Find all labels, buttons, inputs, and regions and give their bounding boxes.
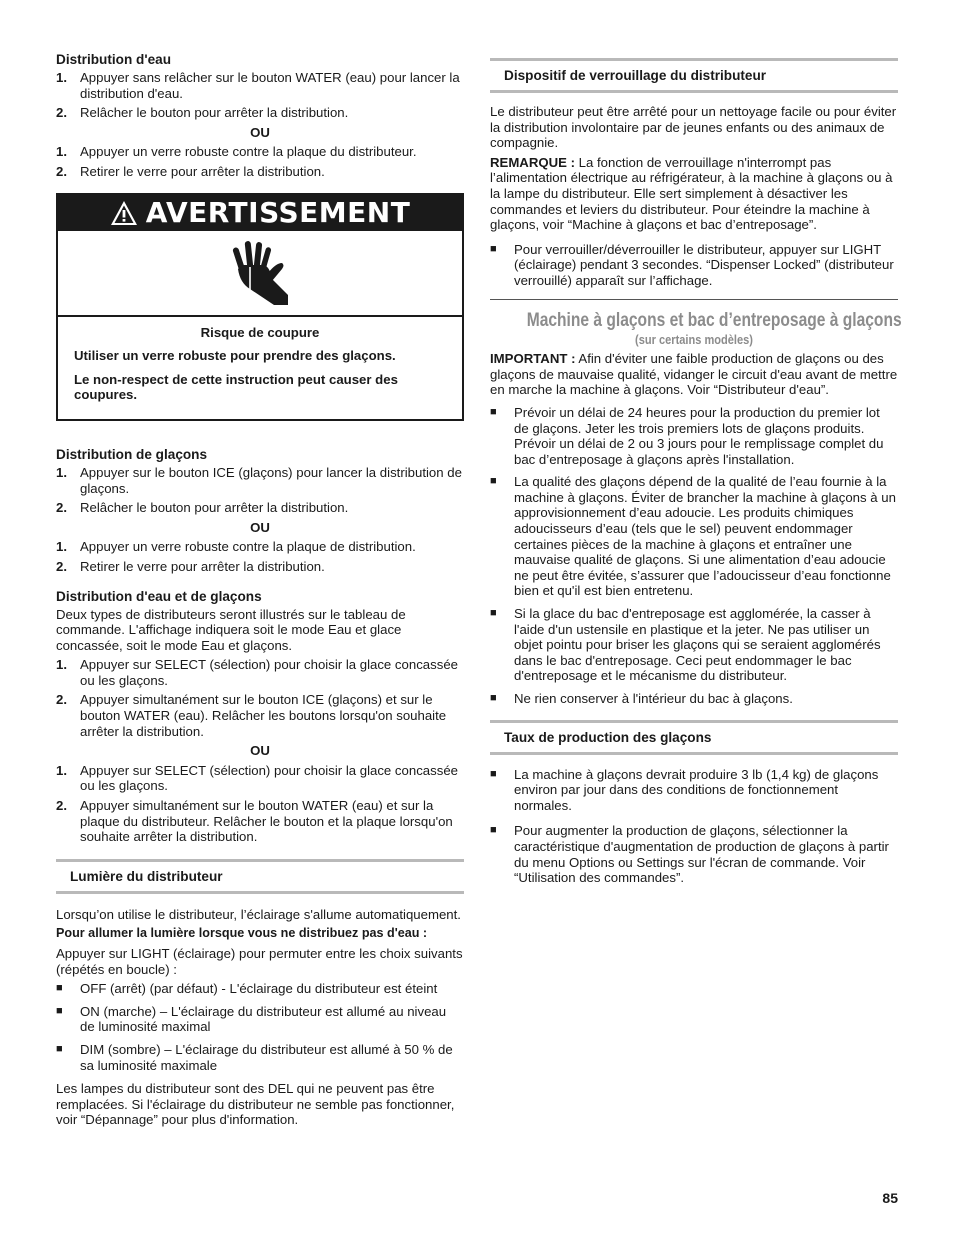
bullet-icon: ■ — [490, 824, 497, 837]
or-separator: OU — [250, 519, 270, 535]
list-item: ■ OFF (arrêt) (par défaut) - L'éclairage du distributeur est éteint — [56, 981, 438, 997]
important-label: IMPORTANT : — [490, 351, 576, 367]
warning-line-2: Le non-respect de cette instruction peut causer des coupures. — [74, 371, 398, 403]
bullet-icon: ■ — [490, 405, 497, 418]
list-item: ■ La qualité des glaçons dépend de la qualité de l’eau fournie à la machine à glaçons. Éviter de brancher la machine à glaçons à un approvisionnement d’eau adoucie. Les produits chimiques adoucisseurs d’eau (tels que le sel) peuvent endommager certaines pièces de la machine à glaçons et entraîner une mauvaise qualité de glaçons. Si une alimentation d’eau adoucie ne peut être évitée, s’assurer que l’adoucisseur d’eau fonctionne bien et qu'il est bien entretenu. — [490, 474, 896, 599]
note-label: REMARQUE : — [490, 154, 575, 170]
list-item: 2. Relâcher le bouton pour arrêter la distribution. — [56, 105, 349, 121]
list-item: ■ Pour augmenter la production de glaçons, sélectionner la caractéristique d'augmentation de production de glaçons à partir du menu Options ou Settings sur l'écran de commande. Voir “Utilisation des commandes”. — [490, 823, 889, 886]
ice-steps-a — [56, 465, 464, 516]
light-bullets — [56, 981, 464, 1073]
list-item: ■ Si la glace du bac d'entreposage est agglomérée, la casser à l'aide d'un ustensile en plastique et la jeter. Ne pas utiliser un objet pointu pour briser les glaçons qui se seraient agglomérés dans le bac d'entreposage. Ceci peut endommager le bac d'entreposage et le mécanisme du distributeur. — [490, 606, 881, 684]
list-item: 1. Appuyer un verre robuste contre la plaque du distributeur. — [56, 144, 417, 160]
warning-triangle-icon — [110, 200, 138, 226]
lock-paragraph: Le distributeur peut être arrêté pour un nettoyage facile ou pour éviter la distribution involontaire par de jeunes enfants ou des animaux de compagnie. — [490, 104, 897, 151]
list-item: ■ Ne rien conserver à l'intérieur du bac à glaçons. — [490, 691, 793, 706]
list-item: 1. Appuyer sans relâcher sur le bouton WATER (eau) pour lancer la distribution d'eau. — [56, 70, 460, 101]
warning-image — [58, 231, 462, 317]
water-steps-a — [56, 70, 464, 121]
left-column — [56, 52, 464, 1132]
bullet-icon: ■ — [490, 242, 497, 255]
water-steps-b — [56, 144, 464, 179]
bullet-icon: ■ — [490, 767, 497, 780]
lock-note — [490, 155, 898, 233]
list-item: ■ Pour verrouiller/déverrouiller le distributeur, appuyer sur LIGHT (éclairage) pendant 3 secondes. “Dispenser Locked” (distributeur verrouillé) apparaît sur l’affichage. — [490, 241, 894, 288]
rate-bullets — [490, 767, 898, 886]
right-column — [490, 58, 902, 893]
list-item: 1. Appuyer un verre robuste contre la plaque de distribution. — [56, 539, 416, 555]
or-separator: OU — [250, 124, 270, 140]
list-item: ■ La machine à glaçons devrait produire 3 lb (1,4 kg) de glaçons environ par jour dans des conditions de fonctionnement normales. — [490, 766, 879, 813]
important-text: Afin d'éviter une faible production de glaçons ou des glaçons de mauvaise qualité, vidanger le circuit d'eau avant de mettre en marche la machine à glaçons. Voir “Distributeur d'eau”. — [490, 351, 898, 398]
list-item: 1. Appuyer sur SELECT (sélection) pour choisir la glace concassée ou les glaçons. — [56, 762, 458, 794]
light-paragraph-3: Les lampes du distributeur sont des DEL qui ne peuvent pas être remplacées. Si l'éclairage du distributeur ne semble pas fonctionner, voir “Dépannage” pour plus d'information. — [56, 1081, 455, 1128]
list-item: 1. Appuyer sur le bouton ICE (glaçons) pour lancer la distribution de glaçons. — [56, 464, 462, 496]
water-heading: Distribution d'eau — [56, 52, 172, 67]
water-ice-heading: Distribution d'eau et de glaçons — [56, 588, 262, 604]
ice-heading: Distribution de glaçons — [56, 446, 208, 462]
icemaker-subtitle: (sur certains modèles) — [635, 331, 753, 347]
lock-bullets — [490, 242, 898, 289]
or-separator: OU — [250, 743, 270, 759]
list-item: 2. Retirer le verre pour arrêter la distribution. — [56, 163, 325, 179]
bullet-icon: ■ — [56, 1004, 63, 1017]
bullet-icon: ■ — [56, 1042, 63, 1055]
list-item: 2. Appuyer simultanément sur le bouton ICE (glaçons) et sur le bouton WATER (eau). Relâcher les boutons lorsqu'on souhaite arrêter la distribution. — [56, 692, 447, 739]
warning-risk: Risque de coupure — [200, 324, 320, 340]
list-item: 2. Relâcher le bouton pour arrêter la distribution. — [56, 500, 349, 516]
icemaker-important — [490, 351, 898, 398]
bullet-icon: ■ — [56, 982, 63, 995]
icemaker-title: Machine à glaçons et bac d’entreposage à glaçons — [526, 309, 902, 331]
list-item: ■ Prévoir un délai de 24 heures pour la production du premier lot de glaçons. Jeter les trois premiers lots de glaçons produits. Prévoir un délai de 2 ou 3 jours pour le remplissage complet du bac d’entreposage à glaçons après l'installation. — [490, 404, 884, 467]
warning-line-1: Utiliser un verre robuste pour prendre des glaçons. — [74, 348, 396, 364]
lock-section-band: Dispositif de verrouillage du distributeur — [490, 58, 898, 93]
light-section-band: Lumière du distributeur — [56, 859, 464, 894]
note-text: La fonction de verrouillage n'interrompt pas l’alimentation électrique au réfrigérateur, à la machine à glaçons ou à la lampe du distributeur. Elle sert simplement à désactiver les commandes et leviers du distributeur. Pour éteindre la machine à glaçons, voir “Machine à glaçons et bac d’entreposage”. — [490, 154, 893, 233]
warning-text — [58, 317, 462, 419]
ice-steps-b — [56, 539, 464, 574]
list-item: ■ DIM (sombre) – L'éclairage du distributeur est allumé à 50 % de sa luminosité maximale — [56, 1041, 453, 1073]
warning-title: AVERTISSEMENT — [145, 195, 411, 229]
list-item: ■ ON (marche) – L'éclairage du distributeur est allumé au niveau de luminosité maximal — [56, 1003, 447, 1035]
bullet-icon: ■ — [490, 607, 497, 620]
light-bold-instruction: Pour allumer la lumière lorsque vous ne distribuez pas d'eau : — [56, 926, 428, 941]
bullet-icon: ■ — [490, 692, 497, 704]
list-item: 1. Appuyer sur SELECT (sélection) pour choisir la glace concassée ou les glaçons. — [56, 657, 458, 688]
light-paragraph-2: Appuyer sur LIGHT (éclairage) pour permuter entre les choix suivants (répétés en boucle) : — [56, 946, 463, 977]
list-item: 2. Appuyer simultanément sur le bouton WATER (eau) et sur la plaque du distributeur. Relâcher le bouton et la plaque lorsqu'on souhaite arrêter la distribution. — [56, 798, 453, 845]
light-paragraph-1: Lorsqu’on utilise le distributeur, l’éclairage s'allume automatiquement. — [56, 906, 461, 922]
warning-box — [56, 193, 464, 421]
water-ice-steps-b — [56, 763, 464, 845]
page-number: 85 — [882, 1190, 898, 1206]
water-ice-steps-a — [56, 657, 464, 739]
rate-section-band: Taux de production des glaçons — [490, 720, 898, 755]
water-ice-intro: Deux types de distributeurs seront illustrés sur le tableau de commande. L'affichage indiquera soit le mode Eau et glace concassée, soit le mode Eau et glaçons. — [56, 606, 406, 653]
hand-cut-icon — [228, 239, 292, 307]
divider — [490, 299, 898, 300]
icemaker-bullets — [490, 405, 898, 707]
bullet-icon: ■ — [490, 475, 497, 488]
list-item: 2. Retirer le verre pour arrêter la distribution. — [56, 558, 325, 574]
warning-header — [58, 195, 462, 231]
